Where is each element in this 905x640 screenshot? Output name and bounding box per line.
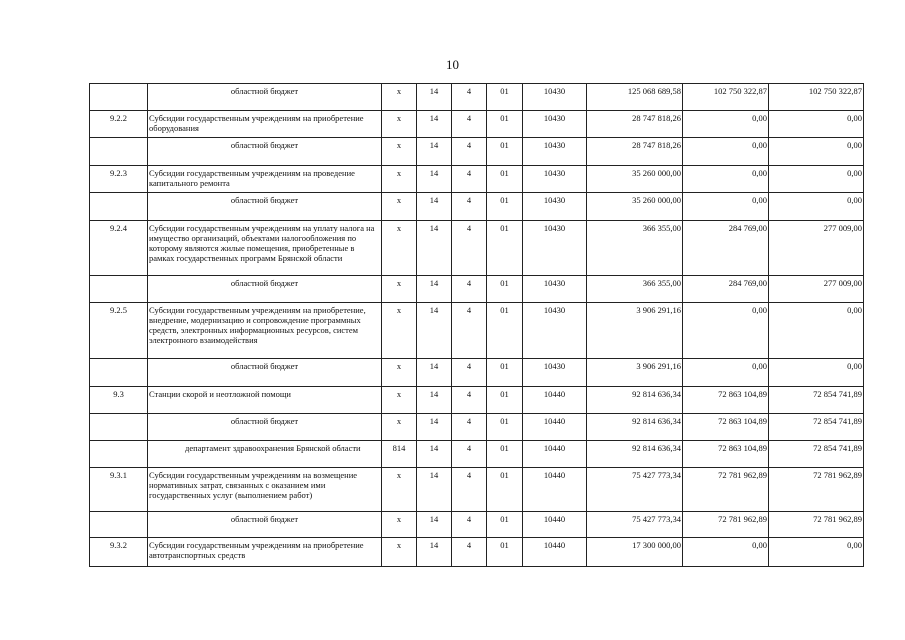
code-cell: 01 <box>487 166 523 193</box>
code-cell: 4 <box>452 387 487 414</box>
table-row <box>90 414 864 441</box>
code-cell: 4 <box>452 111 487 138</box>
code-cell: 14 <box>417 111 452 138</box>
code-cell: x <box>382 276 417 303</box>
amount-cell: 17 300 000,00 <box>587 538 683 567</box>
code-cell: 01 <box>487 387 523 414</box>
amount-cell: 284 769,00 <box>683 221 769 276</box>
code-cell: x <box>382 221 417 276</box>
table-body <box>90 84 864 567</box>
table-row <box>90 303 864 359</box>
row-description: Субсидии государственным учреждениям на приобретение, внедрение, модернизацию и сопровождение программных средств, электронных информационных ресурсов, систем электронного взаимодействия <box>148 303 382 359</box>
code-cell: 01 <box>487 538 523 567</box>
row-number <box>90 276 148 303</box>
code-cell: x <box>382 193 417 221</box>
amount-cell: 92 814 636,34 <box>587 387 683 414</box>
row-number: 9.2.5 <box>90 303 148 359</box>
row-number: 9.3.1 <box>90 468 148 512</box>
amount-cell: 0,00 <box>683 138 769 166</box>
amount-cell: 0,00 <box>683 303 769 359</box>
amount-cell: 72 854 741,89 <box>769 387 864 414</box>
code-cell: 10430 <box>523 359 587 387</box>
amount-cell: 0,00 <box>683 166 769 193</box>
table-row <box>90 84 864 111</box>
amount-cell: 125 068 689,58 <box>587 84 683 111</box>
code-cell: 10430 <box>523 138 587 166</box>
amount-cell: 72 781 962,89 <box>683 468 769 512</box>
code-cell: 14 <box>417 84 452 111</box>
code-cell: x <box>382 84 417 111</box>
row-description: областной бюджет <box>148 276 382 303</box>
code-cell: 10430 <box>523 303 587 359</box>
amount-cell: 92 814 636,34 <box>587 414 683 441</box>
table-row <box>90 221 864 276</box>
code-cell: 14 <box>417 414 452 441</box>
code-cell: 10430 <box>523 84 587 111</box>
amount-cell: 75 427 773,34 <box>587 468 683 512</box>
row-number: 9.2.4 <box>90 221 148 276</box>
code-cell: 14 <box>417 303 452 359</box>
amount-cell: 0,00 <box>769 111 864 138</box>
row-description: областной бюджет <box>148 138 382 166</box>
code-cell: 10440 <box>523 512 587 538</box>
code-cell: 14 <box>417 359 452 387</box>
code-cell: 10440 <box>523 414 587 441</box>
code-cell: x <box>382 111 417 138</box>
row-description: Субсидии государственным учреждениям на уплату налога на имущество организаций, объектами налогообложения по которому являются жилые помещения, приобретенные в рамках государственных программ Брянской области <box>148 221 382 276</box>
amount-cell: 28 747 818,26 <box>587 111 683 138</box>
code-cell: 14 <box>417 138 452 166</box>
row-description <box>148 441 382 468</box>
amount-cell: 0,00 <box>683 193 769 221</box>
table-row <box>90 166 864 193</box>
amount-cell: 72 781 962,89 <box>769 512 864 538</box>
code-cell: 4 <box>452 414 487 441</box>
code-cell: 814 <box>382 441 417 468</box>
amount-cell: 72 781 962,89 <box>769 468 864 512</box>
row-description: областной бюджет <box>148 193 382 221</box>
code-cell: x <box>382 166 417 193</box>
code-cell: 4 <box>452 303 487 359</box>
amount-cell: 35 260 000,00 <box>587 193 683 221</box>
amount-cell: 72 863 104,89 <box>683 387 769 414</box>
row-number: 9.2.3 <box>90 166 148 193</box>
code-cell: 14 <box>417 538 452 567</box>
code-cell: 14 <box>417 193 452 221</box>
code-cell: x <box>382 414 417 441</box>
amount-cell: 72 854 741,89 <box>769 441 864 468</box>
code-cell: 4 <box>452 276 487 303</box>
code-cell: 01 <box>487 512 523 538</box>
amount-cell: 72 854 741,89 <box>769 414 864 441</box>
code-cell: 4 <box>452 221 487 276</box>
table-row <box>90 512 864 538</box>
amount-cell: 102 750 322,87 <box>683 84 769 111</box>
table-row <box>90 359 864 387</box>
code-cell: 14 <box>417 387 452 414</box>
code-cell: 4 <box>452 468 487 512</box>
row-number <box>90 193 148 221</box>
code-cell: 01 <box>487 441 523 468</box>
code-cell: 4 <box>452 138 487 166</box>
amount-cell: 92 814 636,34 <box>587 441 683 468</box>
row-number: 9.3.2 <box>90 538 148 567</box>
row-number <box>90 138 148 166</box>
code-cell: 4 <box>452 512 487 538</box>
code-cell: 14 <box>417 441 452 468</box>
row-description: Субсидии государственным учреждениям на проведение капитального ремонта <box>148 166 382 193</box>
table-row <box>90 111 864 138</box>
code-cell: 01 <box>487 138 523 166</box>
code-cell: 01 <box>487 276 523 303</box>
row-description: Субсидии государственным учреждениям на возмещение нормативных затрат, связанных с оказанием ими государственных услуг (выполнением работ) <box>148 468 382 512</box>
code-cell: 01 <box>487 303 523 359</box>
table-row <box>90 538 864 567</box>
amount-cell: 277 009,00 <box>769 276 864 303</box>
row-description: областной бюджет <box>148 359 382 387</box>
amount-cell: 72 781 962,89 <box>683 512 769 538</box>
code-cell: 10440 <box>523 538 587 567</box>
amount-cell: 35 260 000,00 <box>587 166 683 193</box>
code-cell: 10440 <box>523 468 587 512</box>
code-cell: 10430 <box>523 111 587 138</box>
code-cell: 14 <box>417 468 452 512</box>
code-cell: 01 <box>487 221 523 276</box>
row-description: областной бюджет <box>148 414 382 441</box>
code-cell: 01 <box>487 111 523 138</box>
code-cell: 4 <box>452 441 487 468</box>
code-cell: 10430 <box>523 276 587 303</box>
code-cell: 14 <box>417 166 452 193</box>
row-number: 9.3 <box>90 387 148 414</box>
row-description: областной бюджет <box>148 84 382 111</box>
code-cell: x <box>382 359 417 387</box>
code-cell: 4 <box>452 166 487 193</box>
code-cell: x <box>382 538 417 567</box>
code-cell: 4 <box>452 84 487 111</box>
amount-cell: 0,00 <box>769 193 864 221</box>
amount-cell: 0,00 <box>683 538 769 567</box>
code-cell: 10440 <box>523 441 587 468</box>
amount-cell: 72 863 104,89 <box>683 441 769 468</box>
row-number <box>90 359 148 387</box>
code-cell: 01 <box>487 468 523 512</box>
amount-cell: 0,00 <box>769 138 864 166</box>
code-cell: 4 <box>452 193 487 221</box>
amount-cell: 277 009,00 <box>769 221 864 276</box>
code-cell: 14 <box>417 276 452 303</box>
row-number <box>90 441 148 468</box>
code-cell: 10430 <box>523 166 587 193</box>
table-row <box>90 276 864 303</box>
code-cell: x <box>382 387 417 414</box>
amount-cell: 0,00 <box>769 166 864 193</box>
code-cell: 14 <box>417 512 452 538</box>
budget-table <box>89 83 864 567</box>
row-description-text: департамент здравоохранения Брянской области <box>185 443 361 453</box>
code-cell: 01 <box>487 359 523 387</box>
code-cell: 01 <box>487 193 523 221</box>
amount-cell: 0,00 <box>683 111 769 138</box>
table-row <box>90 193 864 221</box>
code-cell: 10430 <box>523 193 587 221</box>
row-description: Субсидии государственным учреждениям на приобретение автотранспортных средств <box>148 538 382 567</box>
amount-cell: 3 906 291,16 <box>587 359 683 387</box>
code-cell: 01 <box>487 84 523 111</box>
amount-cell: 0,00 <box>683 359 769 387</box>
amount-cell: 72 863 104,89 <box>683 414 769 441</box>
code-cell: 4 <box>452 538 487 567</box>
amount-cell: 28 747 818,26 <box>587 138 683 166</box>
amount-cell: 366 355,00 <box>587 276 683 303</box>
row-description: Субсидии государственным учреждениям на приобретение оборудования <box>148 111 382 138</box>
code-cell: 01 <box>487 414 523 441</box>
amount-cell: 75 427 773,34 <box>587 512 683 538</box>
amount-cell: 0,00 <box>769 303 864 359</box>
amount-cell: 102 750 322,87 <box>769 84 864 111</box>
code-cell: 14 <box>417 221 452 276</box>
code-cell: x <box>382 468 417 512</box>
code-cell: x <box>382 138 417 166</box>
amount-cell: 284 769,00 <box>683 276 769 303</box>
code-cell: x <box>382 512 417 538</box>
row-number <box>90 414 148 441</box>
row-description: Станции скорой и неотложной помощи <box>148 387 382 414</box>
table-row <box>90 138 864 166</box>
amount-cell: 3 906 291,16 <box>587 303 683 359</box>
row-number: 9.2.2 <box>90 111 148 138</box>
code-cell: 10430 <box>523 221 587 276</box>
table-row <box>90 387 864 414</box>
row-number <box>90 84 148 111</box>
row-number <box>90 512 148 538</box>
amount-cell: 0,00 <box>769 359 864 387</box>
code-cell: x <box>382 303 417 359</box>
code-cell: 10440 <box>523 387 587 414</box>
page-number: 10 <box>446 57 459 72</box>
amount-cell: 366 355,00 <box>587 221 683 276</box>
table-row <box>90 468 864 512</box>
amount-cell: 0,00 <box>769 538 864 567</box>
code-cell: 4 <box>452 359 487 387</box>
table-row <box>90 441 864 468</box>
row-description: областной бюджет <box>148 512 382 538</box>
